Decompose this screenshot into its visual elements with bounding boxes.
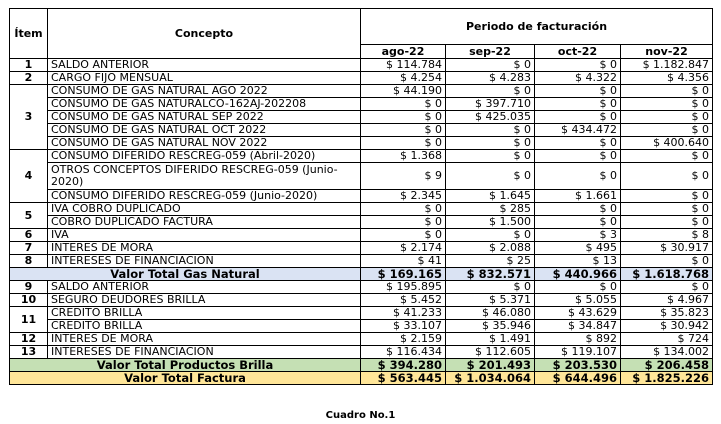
table-row	[10, 346, 713, 359]
billing-table-container	[9, 8, 712, 385]
value-cell: $ 285	[446, 203, 535, 216]
table-row	[10, 242, 713, 255]
value-cell: $ 33.107	[361, 320, 446, 333]
total-gas-value: $ 832.571	[446, 268, 535, 281]
value-cell: $ 0	[535, 216, 621, 229]
value-cell: $ 0	[535, 137, 621, 150]
value-cell: $ 34.847	[535, 320, 621, 333]
header-month: ago-22	[361, 45, 446, 59]
value-cell: $ 892	[535, 333, 621, 346]
total-factura-row	[10, 372, 713, 385]
value-cell: $ 0	[621, 111, 713, 124]
value-cell: $ 0	[446, 281, 535, 294]
value-cell: $ 1.491	[446, 333, 535, 346]
value-cell: $ 0	[621, 124, 713, 137]
item-number: 2	[10, 72, 48, 85]
header-month: oct-22	[535, 45, 621, 59]
value-cell: $ 0	[446, 150, 535, 163]
value-cell: $ 4.283	[446, 72, 535, 85]
value-cell: $ 0	[535, 85, 621, 98]
header-concept: Concepto	[48, 9, 361, 59]
concept-cell: CONSUMO DE GAS NATURAL NOV 2022	[48, 137, 361, 150]
table-caption: Cuadro No.1	[325, 410, 396, 421]
concept-cell: COBRO DUPLICADO FACTURA	[48, 216, 361, 229]
value-cell: $ 0	[535, 59, 621, 72]
table-row	[10, 333, 713, 346]
table-row	[10, 255, 713, 268]
table-row	[10, 85, 713, 98]
value-cell: $ 41	[361, 255, 446, 268]
value-cell: $ 0	[621, 98, 713, 111]
item-number: 11	[10, 307, 48, 333]
value-cell: $ 0	[535, 203, 621, 216]
concept-cell: CREDITO BRILLA	[48, 307, 361, 320]
value-cell: $ 30.917	[621, 242, 713, 255]
concept-cell: IVA COBRO DUPLICADO	[48, 203, 361, 216]
table-row	[10, 137, 713, 150]
concept-cell: CONSUMO DIFERIDO RESCREG-059 (Abril-2020)	[48, 150, 361, 163]
table-row	[10, 229, 713, 242]
value-cell: $ 5.055	[535, 294, 621, 307]
table-row	[10, 203, 713, 216]
value-cell: $ 425.035	[446, 111, 535, 124]
total-gas-label: Valor Total Gas Natural	[10, 268, 361, 281]
value-cell: $ 46.080	[446, 307, 535, 320]
value-cell: $ 0	[446, 163, 535, 190]
table-row	[10, 190, 713, 203]
value-cell: $ 0	[621, 203, 713, 216]
value-cell: $ 114.784	[361, 59, 446, 72]
total-brilla-value: $ 203.530	[535, 359, 621, 372]
value-cell: $ 13	[535, 255, 621, 268]
value-cell: $ 1.182.847	[621, 59, 713, 72]
value-cell: $ 495	[535, 242, 621, 255]
item-number: 7	[10, 242, 48, 255]
value-cell: $ 195.895	[361, 281, 446, 294]
item-number: 3	[10, 85, 48, 150]
table-row	[10, 124, 713, 137]
concept-cell: CARGO FIJO MENSUAL	[48, 72, 361, 85]
total-factura-value: $ 563.445	[361, 372, 446, 385]
concept-cell: CREDITO BRILLA	[48, 320, 361, 333]
value-cell: $ 0	[535, 150, 621, 163]
value-cell: $ 0	[621, 255, 713, 268]
value-cell: $ 30.942	[621, 320, 713, 333]
table-row	[10, 163, 713, 190]
value-cell: $ 0	[621, 163, 713, 190]
value-cell: $ 0	[361, 124, 446, 137]
billing-table	[9, 8, 713, 385]
value-cell: $ 0	[621, 281, 713, 294]
total-factura-value: $ 1.825.226	[621, 372, 713, 385]
total-brilla-label: Valor Total Productos Brilla	[10, 359, 361, 372]
value-cell: $ 2.174	[361, 242, 446, 255]
value-cell: $ 0	[621, 150, 713, 163]
value-cell: $ 4.254	[361, 72, 446, 85]
value-cell: $ 0	[361, 111, 446, 124]
concept-cell: INTERES DE MORA	[48, 242, 361, 255]
value-cell: $ 43.629	[535, 307, 621, 320]
value-cell: $ 0	[361, 216, 446, 229]
value-cell: $ 0	[621, 85, 713, 98]
concept-cell: SEGURO DEUDORES BRILLA	[48, 294, 361, 307]
value-cell: $ 1.661	[535, 190, 621, 203]
item-number: 1	[10, 59, 48, 72]
value-cell: $ 8	[621, 229, 713, 242]
item-number: 10	[10, 294, 48, 307]
concept-cell: INTERES DE MORA	[48, 333, 361, 346]
total-brilla-row	[10, 359, 713, 372]
value-cell: $ 0	[446, 137, 535, 150]
value-cell: $ 5.452	[361, 294, 446, 307]
value-cell: $ 400.640	[621, 137, 713, 150]
value-cell: $ 25	[446, 255, 535, 268]
value-cell: $ 9	[361, 163, 446, 190]
value-cell: $ 119.107	[535, 346, 621, 359]
table-row	[10, 150, 713, 163]
total-gas-row	[10, 268, 713, 281]
item-number: 6	[10, 229, 48, 242]
concept-cell: IVA	[48, 229, 361, 242]
concept-cell: INTERESES DE FINANCIACION	[48, 255, 361, 268]
value-cell: $ 0	[446, 59, 535, 72]
total-factura-value: $ 644.496	[535, 372, 621, 385]
value-cell: $ 112.605	[446, 346, 535, 359]
value-cell: $ 0	[361, 203, 446, 216]
value-cell: $ 3	[535, 229, 621, 242]
concept-cell: CONSUMO DIFERIDO RESCREG-059 (Junio-2020)	[48, 190, 361, 203]
value-cell: $ 1.368	[361, 150, 446, 163]
header-period: Periodo de facturación	[361, 9, 713, 45]
table-row	[10, 59, 713, 72]
value-cell: $ 2.088	[446, 242, 535, 255]
value-cell: $ 41.233	[361, 307, 446, 320]
item-number: 5	[10, 203, 48, 229]
value-cell: $ 0	[535, 281, 621, 294]
value-cell: $ 4.322	[535, 72, 621, 85]
value-cell: $ 4.967	[621, 294, 713, 307]
item-number: 8	[10, 255, 48, 268]
value-cell: $ 1.500	[446, 216, 535, 229]
item-number: 13	[10, 346, 48, 359]
header-month: nov-22	[621, 45, 713, 59]
header-month: sep-22	[446, 45, 535, 59]
total-brilla-value: $ 394.280	[361, 359, 446, 372]
value-cell: $ 35.946	[446, 320, 535, 333]
value-cell: $ 4.356	[621, 72, 713, 85]
value-cell: $ 434.472	[535, 124, 621, 137]
total-brilla-value: $ 201.493	[446, 359, 535, 372]
table-row	[10, 281, 713, 294]
total-factura-label: Valor Total Factura	[10, 372, 361, 385]
value-cell: $ 0	[446, 85, 535, 98]
value-cell: $ 724	[621, 333, 713, 346]
concept-cell: CONSUMO DE GAS NATURAL SEP 2022	[48, 111, 361, 124]
total-gas-value: $ 440.966	[535, 268, 621, 281]
value-cell: $ 0	[446, 229, 535, 242]
concept-cell: CONSUMO DE GAS NATURAL AGO 2022	[48, 85, 361, 98]
value-cell: $ 5.371	[446, 294, 535, 307]
item-number: 4	[10, 150, 48, 203]
total-brilla-value: $ 206.458	[621, 359, 713, 372]
value-cell: $ 0	[621, 190, 713, 203]
value-cell: $ 0	[361, 137, 446, 150]
value-cell: $ 0	[535, 98, 621, 111]
value-cell: $ 0	[361, 98, 446, 111]
item-number: 9	[10, 281, 48, 294]
value-cell: $ 1.645	[446, 190, 535, 203]
table-row	[10, 72, 713, 85]
table-row	[10, 216, 713, 229]
value-cell: $ 2.345	[361, 190, 446, 203]
concept-cell: SALDO ANTERIOR	[48, 281, 361, 294]
value-cell: $ 0	[446, 124, 535, 137]
total-gas-value: $ 169.165	[361, 268, 446, 281]
table-row	[10, 307, 713, 320]
total-gas-value: $ 1.618.768	[621, 268, 713, 281]
value-cell: $ 134.002	[621, 346, 713, 359]
concept-cell: CONSUMO DE GAS NATURALCO-162AJ-202208	[48, 98, 361, 111]
concept-cell: CONSUMO DE GAS NATURAL OCT 2022	[48, 124, 361, 137]
value-cell: $ 35.823	[621, 307, 713, 320]
header-item: Ítem	[10, 9, 48, 59]
table-row	[10, 294, 713, 307]
concept-cell: INTERESES DE FINANCIACION	[48, 346, 361, 359]
table-row	[10, 111, 713, 124]
table-row	[10, 320, 713, 333]
value-cell: $ 2.159	[361, 333, 446, 346]
value-cell: $ 44.190	[361, 85, 446, 98]
total-factura-value: $ 1.034.064	[446, 372, 535, 385]
value-cell: $ 0	[621, 216, 713, 229]
concept-cell: SALDO ANTERIOR	[48, 59, 361, 72]
concept-cell: OTROS CONCEPTOS DIFERIDO RESCREG-059 (Junio-2020)	[48, 163, 361, 190]
value-cell: $ 397.710	[446, 98, 535, 111]
item-number: 12	[10, 333, 48, 346]
value-cell: $ 0	[535, 111, 621, 124]
value-cell: $ 116.434	[361, 346, 446, 359]
value-cell: $ 0	[535, 163, 621, 190]
table-row	[10, 98, 713, 111]
value-cell: $ 0	[361, 229, 446, 242]
